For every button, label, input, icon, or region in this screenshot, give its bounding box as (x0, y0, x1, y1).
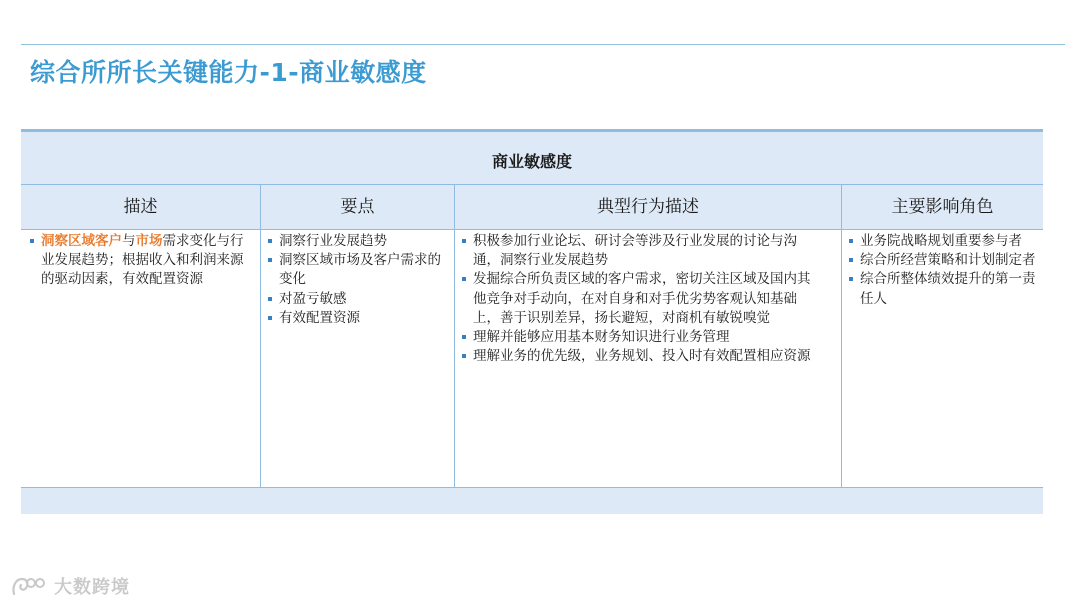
list-item: 业务院战略规划重要参与者 (848, 232, 1038, 251)
list-item: 洞察区域市场及客户需求的变化 (267, 251, 447, 289)
highlight-market: 市场 (135, 233, 163, 249)
description-rest: 需求变化与行业发展趋势；根据收入和利润来源的驱动因素，有效配置资源 (41, 233, 244, 288)
highlight-customer: 洞察区域客户 (41, 233, 122, 249)
slide-title: 综合所所长关键能力-1-商业敏感度 (30, 58, 427, 87)
logo-icon (10, 574, 48, 598)
list-item: 积极参加行业论坛、研讨会等涉及行业发展的讨论与沟通，洞察行业发展趋势 (461, 232, 823, 270)
watermark (10, 573, 130, 599)
roles-cell (848, 232, 1038, 309)
table-footer-band (21, 487, 1043, 514)
column-divider (454, 185, 455, 487)
key-points-cell (267, 232, 447, 328)
list-item: 洞察行业发展趋势 (267, 232, 447, 251)
description-connector: 与 (122, 233, 136, 249)
behaviors-cell (461, 232, 823, 366)
column-header-row (21, 185, 1043, 230)
list-item: 综合所整体绩效提升的第一责任人 (848, 270, 1038, 308)
column-header-behaviors: 典型行为描述 (597, 197, 699, 217)
column-header-key-points: 要点 (340, 197, 375, 217)
watermark-text: 大数跨境 (54, 577, 130, 598)
list-item: 综合所经营策略和计划制定者 (848, 251, 1038, 270)
column-divider (260, 185, 261, 487)
table-header-title: 商业敏感度 (491, 152, 572, 171)
column-divider (841, 185, 842, 487)
top-divider (21, 44, 1065, 45)
column-header-roles: 主要影响角色 (891, 197, 994, 217)
list-item: 发掘综合所负责区域的客户需求，密切关注区域及国内其他竞争对手动向，在对自身和对手优劣势客观认知基础上，善于识别差异，扬长避短，对商机有敏锐嗅觉 (461, 270, 823, 328)
list-item: 理解业务的优先级，业务规划、投入时有效配置相应资源 (461, 347, 823, 366)
table-header (21, 132, 1043, 185)
description-cell (29, 232, 251, 290)
list-item: 有效配置资源 (267, 309, 447, 328)
list-item: 理解并能够应用基本财务知识进行业务管理 (461, 328, 823, 347)
description-text (29, 232, 251, 290)
competency-table (21, 129, 1043, 512)
list-item: 对盈亏敏感 (267, 290, 447, 309)
column-header-description: 描述 (123, 197, 158, 217)
